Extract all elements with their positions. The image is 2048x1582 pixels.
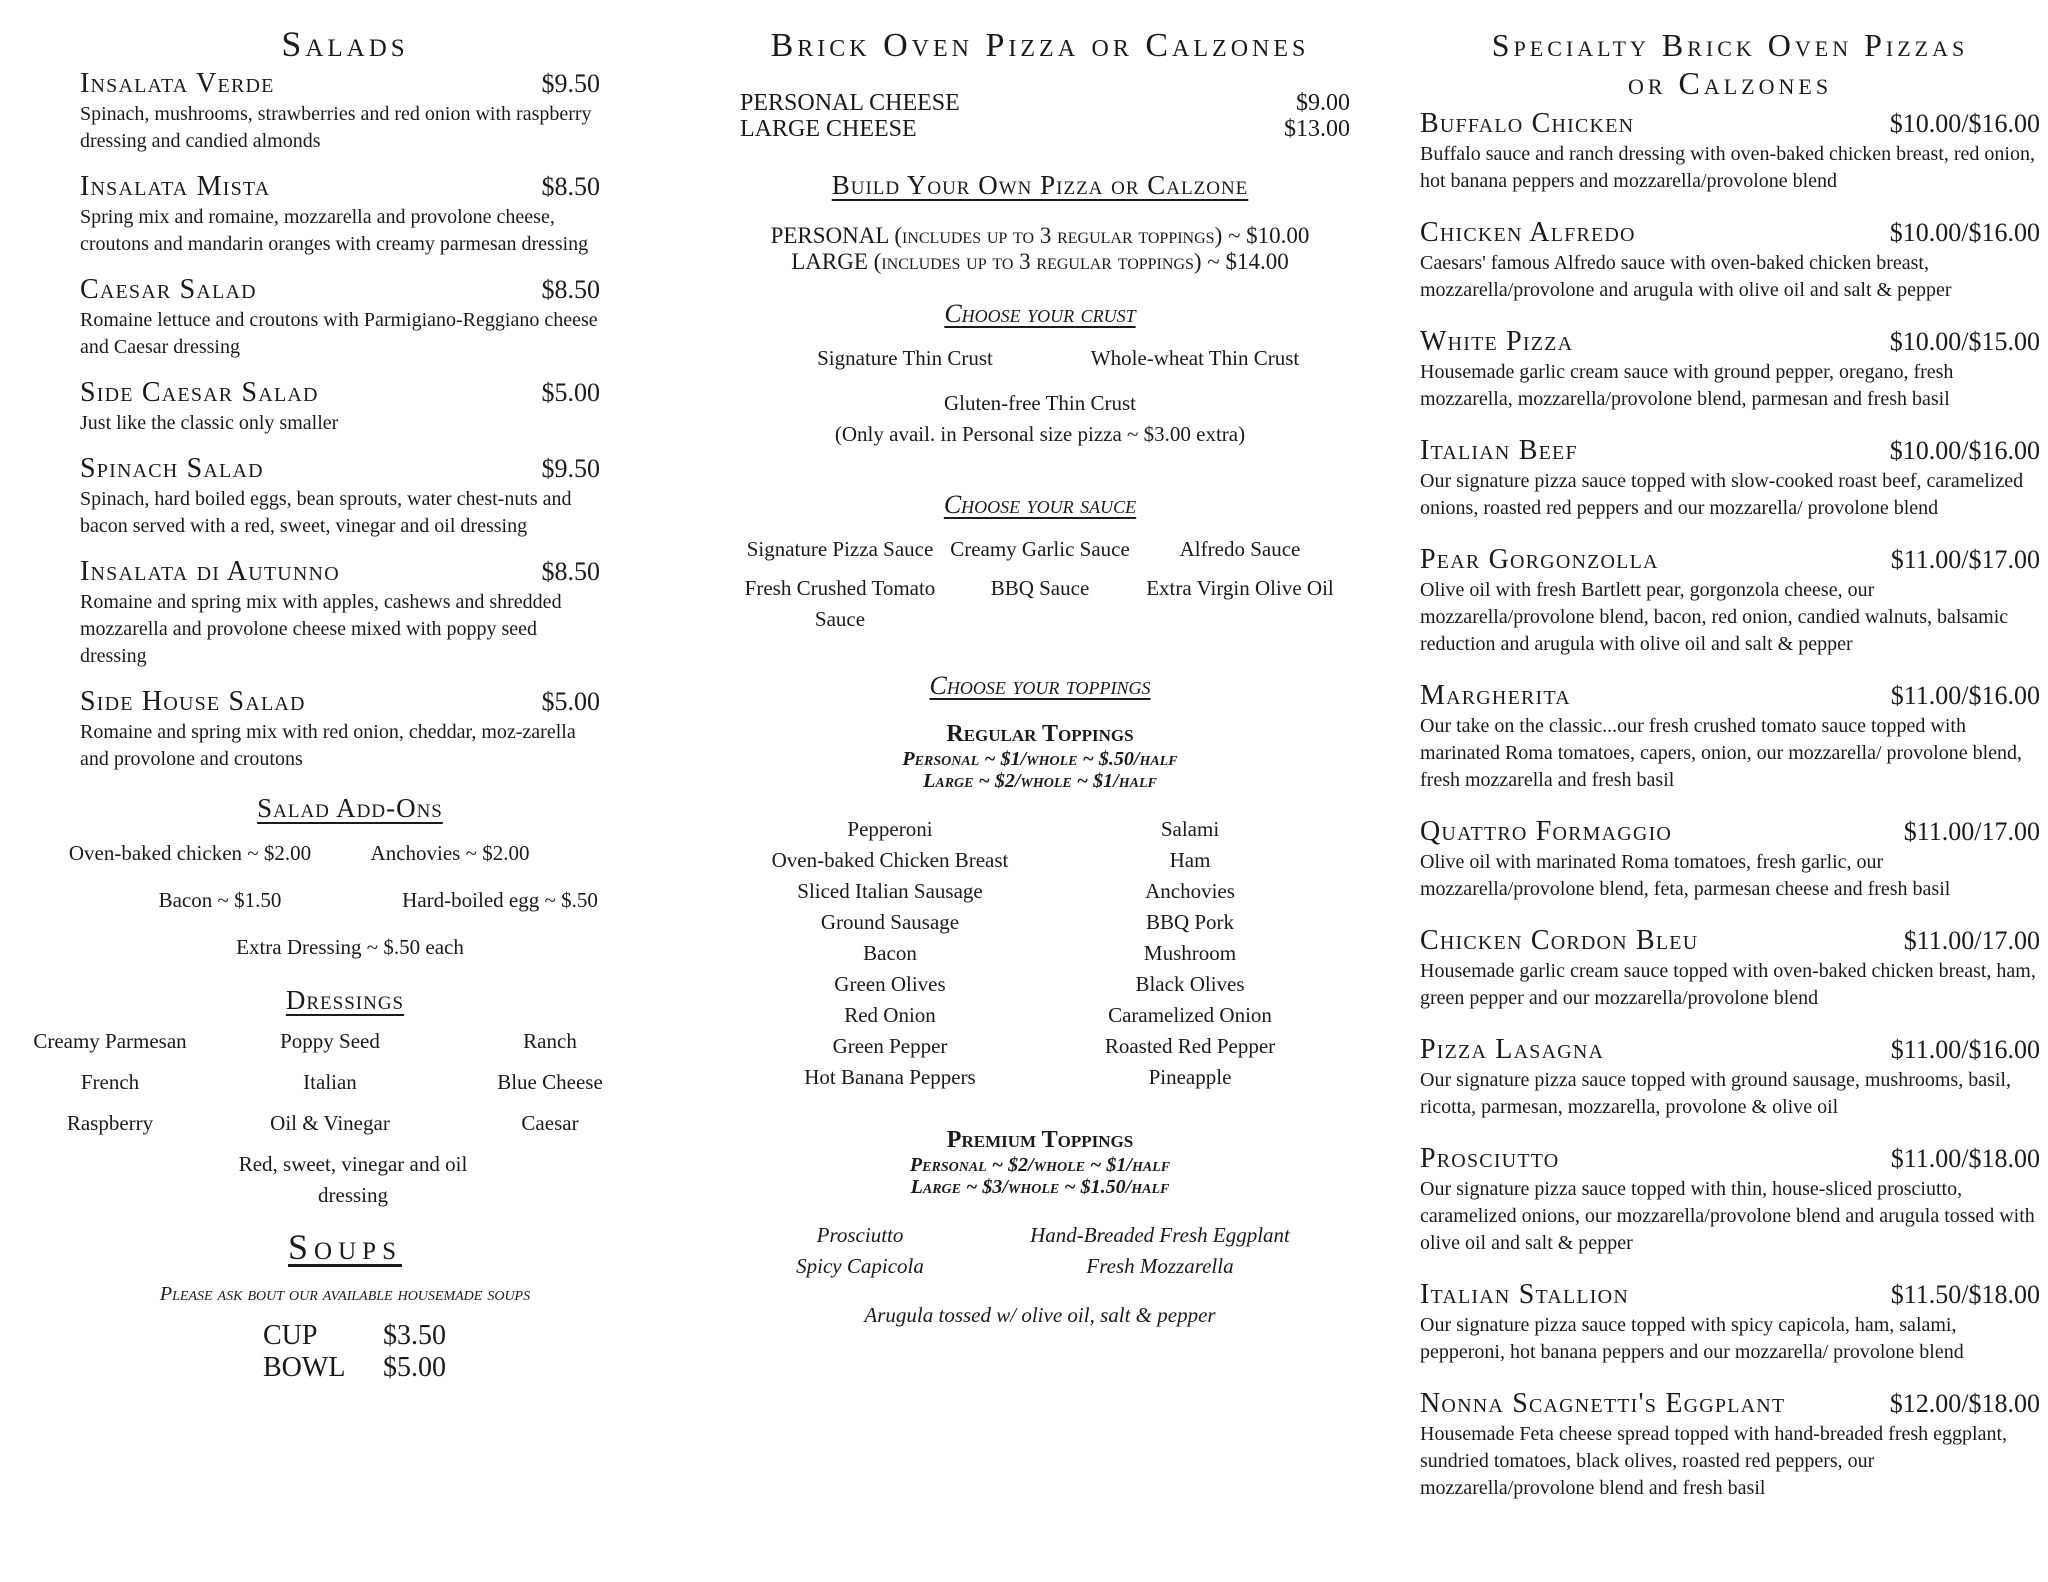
menu-item-description: Spring mix and romaine, mozzarella and provolone cheese, croutons and mandarin oranges with creamy parmesan dressing — [80, 205, 589, 255]
premium-topping: Prosciutto — [816, 1222, 904, 1247]
menu-item-description: Buffalo sauce and ranch dressing with oven-baked chicken breast, red onion, hot banana peppers and mozzarella/provolone blend — [1420, 143, 2035, 192]
specialty-pizza-item — [1420, 544, 2040, 658]
salad-item — [80, 68, 600, 155]
menu-item-description: Housemade garlic cream sauce topped with oven-baked chicken breast, ham, green pepper and our mozzarella/provolone blend — [1420, 960, 2036, 1009]
menu-item-name: Nonna Scagnetti's Eggplant — [1420, 1388, 1786, 1419]
dressing-item: French — [80, 1069, 140, 1094]
regular-topping: Red Onion — [844, 1002, 936, 1027]
specialty-column — [1420, 0, 2040, 1524]
choose-crust-heading: Choose your crust — [944, 298, 1136, 328]
menu-item-description: Olive oil with fresh Bartlett pear, gorgonzola cheese, our mozzarella/provolone blend, bacon, red onion, candied walnuts, balsamic reduction and arugula with olive oil and salt & pepper — [1420, 579, 2009, 655]
specialty-pizza-item — [1420, 925, 2040, 1012]
menu-item-name: Italian Stallion — [1420, 1279, 1629, 1310]
menu-item-header — [1420, 326, 2040, 358]
cheese-size-price: $9.00 — [1296, 89, 1350, 116]
dressing-item: Blue Cheese — [497, 1069, 603, 1094]
menu-item-price: $8.50 — [541, 171, 600, 201]
menu-item-name: Insalata Mista — [80, 170, 271, 202]
menu-item-description: Spinach, hard boiled eggs, bean sprouts, water chest-nuts and bacon served with a red, sweet, vinegar and oil dressing — [80, 487, 572, 537]
premium-toppings-list — [700, 1220, 1340, 1282]
regular-topping: Pepperoni — [847, 816, 933, 841]
menu-item-header — [1420, 1388, 2040, 1420]
regular-topping: Black Olives — [1135, 971, 1245, 996]
specialty-heading-line: Specialty Brick Oven Pizzas — [1491, 27, 1969, 63]
addon-item: Bacon ~ $1.50 — [158, 887, 282, 912]
regular-price-line: Large ~ $2/whole ~ $1/half — [923, 769, 1157, 792]
menu-item-description: Our signature pizza sauce topped with spicy capicola, ham, salami, pepperoni, hot banana peppers and our mozzarella/ provolone blend — [1420, 1314, 1964, 1363]
menu-item-description: Housemade garlic cream sauce with ground pepper, oregano, fresh mozzarella, mozzarella/provolone blend, parmesan and fresh basil — [1420, 361, 1954, 410]
pizza-heading: Brick Oven Pizza or Calzones — [770, 27, 1310, 64]
regular-topping: Ground Sausage — [820, 909, 960, 934]
menu-item-price: $9.50 — [541, 453, 600, 483]
topping-row — [740, 1000, 1340, 1031]
crust-options — [700, 343, 1380, 450]
choose-sauce-heading: Choose your sauce — [943, 489, 1137, 519]
menu-item-header — [1420, 1034, 2040, 1066]
addon-item: Hard-boiled egg ~ $.50 — [402, 887, 598, 912]
menu-item-name: Pizza Lasagna — [1420, 1034, 1605, 1065]
regular-topping: BBQ Pork — [1145, 909, 1235, 934]
dressing-item: Italian — [303, 1069, 357, 1094]
menu-item-price: $11.00/$16.00 — [1890, 681, 2040, 710]
topping-row — [740, 1062, 1340, 1093]
topping-row — [740, 907, 1340, 938]
salad-item — [80, 556, 600, 670]
menu-item-header — [1420, 108, 2040, 140]
salad-addons-heading: Salad Add-Ons — [257, 792, 443, 823]
menu-item-header — [80, 556, 600, 588]
sauce-option: Creamy Garlic Sauce — [950, 536, 1130, 561]
menu-item-price: $10.00/$15.00 — [1889, 327, 2040, 356]
regular-price-line: Personal ~ $1/whole ~ $.50/half — [902, 747, 1178, 770]
menu-item-header — [80, 68, 600, 100]
menu-item-price: $11.00/17.00 — [1903, 817, 2040, 846]
sauce-option: Extra Virgin Olive Oil — [1146, 575, 1334, 600]
addon-extra-dressing: Extra Dressing ~ $.50 each — [236, 934, 464, 959]
sauce-option: Alfredo Sauce — [1179, 536, 1301, 561]
salads-column — [0, 0, 650, 1384]
menu-item-description: Spinach, mushrooms, strawberries and red onion with raspberry dressing and candied almonds — [80, 102, 592, 152]
specialty-pizza-item — [1420, 816, 2040, 903]
menu-item-description: Romaine and spring mix with red onion, cheddar, moz-zarella and provolone and croutons — [80, 720, 576, 770]
specialty-pizza-item — [1420, 1279, 2040, 1366]
topping-row — [740, 969, 1340, 1000]
topping-row — [740, 814, 1340, 845]
regular-topping: Green Pepper — [832, 1033, 948, 1058]
regular-toppings-heading: Regular Toppings — [946, 720, 1134, 747]
salad-item — [80, 274, 600, 361]
dressing-item: Red, sweet, vinegar and oil dressing — [238, 1151, 468, 1207]
soup-sizes — [0, 1320, 650, 1384]
build-price-line: PERSONAL (includes up to 3 regular toppings) ~ $10.00 — [770, 222, 1310, 248]
menu-item-header — [80, 686, 600, 718]
regular-topping: Caramelized Onion — [1108, 1002, 1272, 1027]
soups-note: Please ask bout our available housemade soups — [159, 1282, 531, 1305]
regular-toppings-list — [700, 814, 1340, 1093]
menu-item-header — [80, 274, 600, 306]
crust-option: Signature Thin Crust — [817, 345, 993, 370]
menu-item-header — [1420, 1143, 2040, 1175]
arugula-note: Arugula tossed w/ olive oil, salt & pepper — [864, 1302, 1216, 1327]
crust-option-note: (Only avail. in Personal size pizza ~ $3.00 extra) — [834, 421, 1246, 446]
crust-option: Whole-wheat Thin Crust — [1090, 345, 1300, 370]
menu-item-description: Romaine lettuce and croutons with Parmigiano-Reggiano cheese and Caesar dressing — [80, 308, 598, 358]
specialty-pizza-item — [1420, 680, 2040, 794]
regular-toppings-prices — [700, 748, 1380, 792]
topping-row — [740, 938, 1340, 969]
menu-item-name: Spinach Salad — [80, 452, 264, 484]
salads-list — [0, 64, 650, 773]
menu-item-description: Caesars' famous Alfredo sauce with oven-baked chicken breast, mozzarella/provolone and arugula with olive oil and salt & pepper — [1420, 252, 1952, 301]
menu-item-description: Our signature pizza sauce topped with thin, house-sliced prosciutto, caramelized onions, our mozzarella/provolone blend and arugula tossed with olive oil and salt & pepper — [1420, 1178, 2035, 1254]
menu-item-description: Our signature pizza sauce topped with ground sausage, mushrooms, basil, ricotta, parmesan, mozzarella, provolone & olive oil — [1420, 1069, 2011, 1118]
regular-topping: Salami — [1160, 816, 1220, 841]
choose-toppings-heading: Choose your toppings — [929, 670, 1151, 700]
soups-heading: Soups — [288, 1226, 402, 1267]
menu-item-name: Prosciutto — [1420, 1143, 1560, 1174]
addon-item: Oven-baked chicken ~ $2.00 — [68, 840, 312, 865]
menu-item-description: Housemade Feta cheese spread topped with hand-breaded fresh eggplant, sundried tomatoes, black olives, roasted red peppers, our mozzarella/provolone blend and fresh basil — [1420, 1423, 2008, 1499]
specialty-pizza-item — [1420, 326, 2040, 413]
menu-item-description: Romaine and spring mix with apples, cashews and shredded mozzarella and provolone cheese mixed with poppy seed dressing — [80, 590, 562, 667]
dressing-item: Creamy Parmesan — [33, 1028, 187, 1053]
menu-item-name: Italian Beef — [1420, 435, 1578, 466]
specialty-pizza-item — [1420, 1034, 2040, 1121]
menu-item-price: $11.00/$18.00 — [1890, 1144, 2040, 1173]
salads-heading: Salads — [281, 24, 409, 64]
cheese-size-price: $13.00 — [1284, 115, 1350, 142]
menu-item-header — [1420, 544, 2040, 576]
sauce-option: Signature Pizza Sauce — [746, 536, 934, 561]
build-your-own-heading: Build Your Own Pizza or Calzone — [831, 169, 1249, 200]
soup-size-label: CUP — [263, 1319, 318, 1351]
sauce-options — [700, 534, 1340, 635]
menu-item-header — [1420, 816, 2040, 848]
specialty-pizza-item — [1420, 217, 2040, 304]
dressing-item: Ranch — [523, 1028, 577, 1053]
specialty-list — [1420, 108, 2040, 1502]
menu-item-price: $10.00/$16.00 — [1889, 436, 2040, 465]
menu-item-name: Chicken Cordon Bleu — [1420, 925, 1699, 956]
specialty-heading-line: or Calzones — [1627, 65, 1833, 101]
premium-toppings-prices — [700, 1154, 1380, 1198]
menu-item-price: $8.50 — [541, 556, 600, 586]
menu-item-name: Insalata di Autunno — [80, 555, 340, 587]
regular-topping: Ham — [1169, 847, 1211, 872]
menu-item-name: Caesar Salad — [80, 273, 257, 305]
menu-item-name: Pear Gorgonzolla — [1420, 544, 1659, 575]
specialty-heading — [1420, 26, 2040, 102]
menu-item-name: Chicken Alfredo — [1420, 217, 1636, 248]
salad-addons — [0, 838, 650, 963]
menu-item-name: Insalata Verde — [80, 67, 275, 99]
menu-item-price: $11.00/17.00 — [1903, 926, 2040, 955]
menu-item-description: Just like the classic only smaller — [80, 411, 339, 434]
dressing-item: Raspberry — [66, 1110, 154, 1135]
menu-item-name: Buffalo Chicken — [1420, 108, 1635, 139]
soup-size-price: $3.50 — [383, 1319, 446, 1351]
menu-item-header — [80, 377, 600, 409]
menu-item-price: $11.00/$17.00 — [1890, 545, 2040, 574]
addon-item: Anchovies ~ $2.00 — [370, 840, 530, 865]
menu-item-header — [1420, 1279, 2040, 1311]
menu-item-name: Side House Salad — [80, 685, 306, 717]
pizza-column — [700, 0, 1380, 1331]
salad-item — [80, 453, 600, 540]
dressings-grid — [0, 1026, 650, 1211]
cheese-size-label: LARGE CHEESE — [740, 115, 917, 142]
cheese-size-label: PERSONAL CHEESE — [740, 89, 960, 116]
crust-option: Gluten-free Thin Crust — [943, 390, 1137, 415]
premium-price-line: Personal ~ $2/whole ~ $1/half — [909, 1153, 1171, 1176]
menu-item-price: $5.00 — [541, 377, 600, 407]
topping-row — [740, 1031, 1340, 1062]
cheese-pizza-prices — [700, 90, 1380, 142]
salad-item — [80, 377, 600, 437]
menu-item-header — [1420, 680, 2040, 712]
build-price-line: LARGE (includes up to 3 regular toppings) ~ $14.00 — [791, 248, 1289, 274]
menu-item-description: Olive oil with marinated Roma tomatoes, fresh garlic, our mozzarella/provolone blend, feta, parmesan cheese and fresh basil — [1420, 851, 1951, 900]
regular-topping: Bacon — [863, 940, 917, 965]
specialty-pizza-item — [1420, 435, 2040, 522]
menu-item-name: White Pizza — [1420, 326, 1574, 357]
premium-topping: Fresh Mozzarella — [1086, 1253, 1234, 1278]
menu-item-price: $10.00/$16.00 — [1889, 109, 2040, 138]
specialty-pizza-item — [1420, 1143, 2040, 1257]
regular-topping: Green Olives — [834, 971, 946, 996]
regular-topping: Pineapple — [1148, 1064, 1232, 1089]
menu-item-price: $11.50/$18.00 — [1890, 1280, 2040, 1309]
specialty-pizza-item — [1420, 1388, 2040, 1502]
dressings-heading: Dressings — [285, 984, 405, 1015]
menu-item-price: $11.00/$16.00 — [1890, 1035, 2040, 1064]
menu-item-price: $5.00 — [541, 686, 600, 716]
regular-topping: Roasted Red Pepper — [1104, 1033, 1276, 1058]
regular-topping: Sliced Italian Sausage — [797, 878, 983, 903]
menu-item-price: $8.50 — [541, 274, 600, 304]
salad-item — [80, 686, 600, 773]
menu-item-description: Our take on the classic...our fresh crushed tomato sauce topped with marinated Roma tomatoes, capers, onion, our mozzarella/ provolone blend, fresh mozzarella and fresh basil — [1420, 715, 2023, 791]
regular-topping: Oven-baked Chicken Breast — [771, 847, 1009, 872]
dressing-item: Caesar — [521, 1110, 579, 1135]
build-your-own-prices — [700, 223, 1380, 275]
regular-topping: Hot Banana Peppers — [804, 1064, 976, 1089]
sauce-option: BBQ Sauce — [990, 575, 1090, 600]
menu-item-price: $12.00/$18.00 — [1889, 1389, 2040, 1418]
menu-item-price: $9.50 — [541, 68, 600, 98]
soup-size-label: BOWL — [263, 1351, 346, 1383]
menu-item-name: Margherita — [1420, 680, 1571, 711]
dressing-item: Oil & Vinegar — [270, 1110, 390, 1135]
dressing-item: Poppy Seed — [280, 1028, 380, 1053]
menu-item-name: Quattro Formaggio — [1420, 816, 1673, 847]
premium-price-line: Large ~ $3/whole ~ $1.50/half — [910, 1175, 1170, 1198]
menu-item-description: Our signature pizza sauce topped with slow-cooked roast beef, caramelized onions, roasted red peppers and our mozzarella/ provolone blend — [1420, 470, 2024, 519]
topping-row — [740, 876, 1340, 907]
soup-size-price: $5.00 — [383, 1351, 446, 1383]
salad-item — [80, 171, 600, 258]
premium-toppings-heading: Premium Toppings — [946, 1126, 1134, 1153]
sauce-option: Fresh Crushed Tomato Sauce — [744, 575, 936, 631]
topping-row — [740, 845, 1340, 876]
regular-topping: Mushroom — [1143, 940, 1237, 965]
premium-topping: Spicy Capicola — [796, 1253, 924, 1278]
specialty-pizza-item — [1420, 108, 2040, 195]
menu-item-header — [1420, 925, 2040, 957]
menu-item-header — [1420, 217, 2040, 249]
menu-item-name: Side Caesar Salad — [80, 376, 319, 408]
regular-topping: Anchovies — [1145, 878, 1235, 903]
menu-item-header — [80, 171, 600, 203]
premium-topping: Hand-Breaded Fresh Eggplant — [1030, 1222, 1290, 1247]
menu-item-header — [80, 453, 600, 485]
menu-item-header — [1420, 435, 2040, 467]
menu-item-price: $10.00/$16.00 — [1889, 218, 2040, 247]
